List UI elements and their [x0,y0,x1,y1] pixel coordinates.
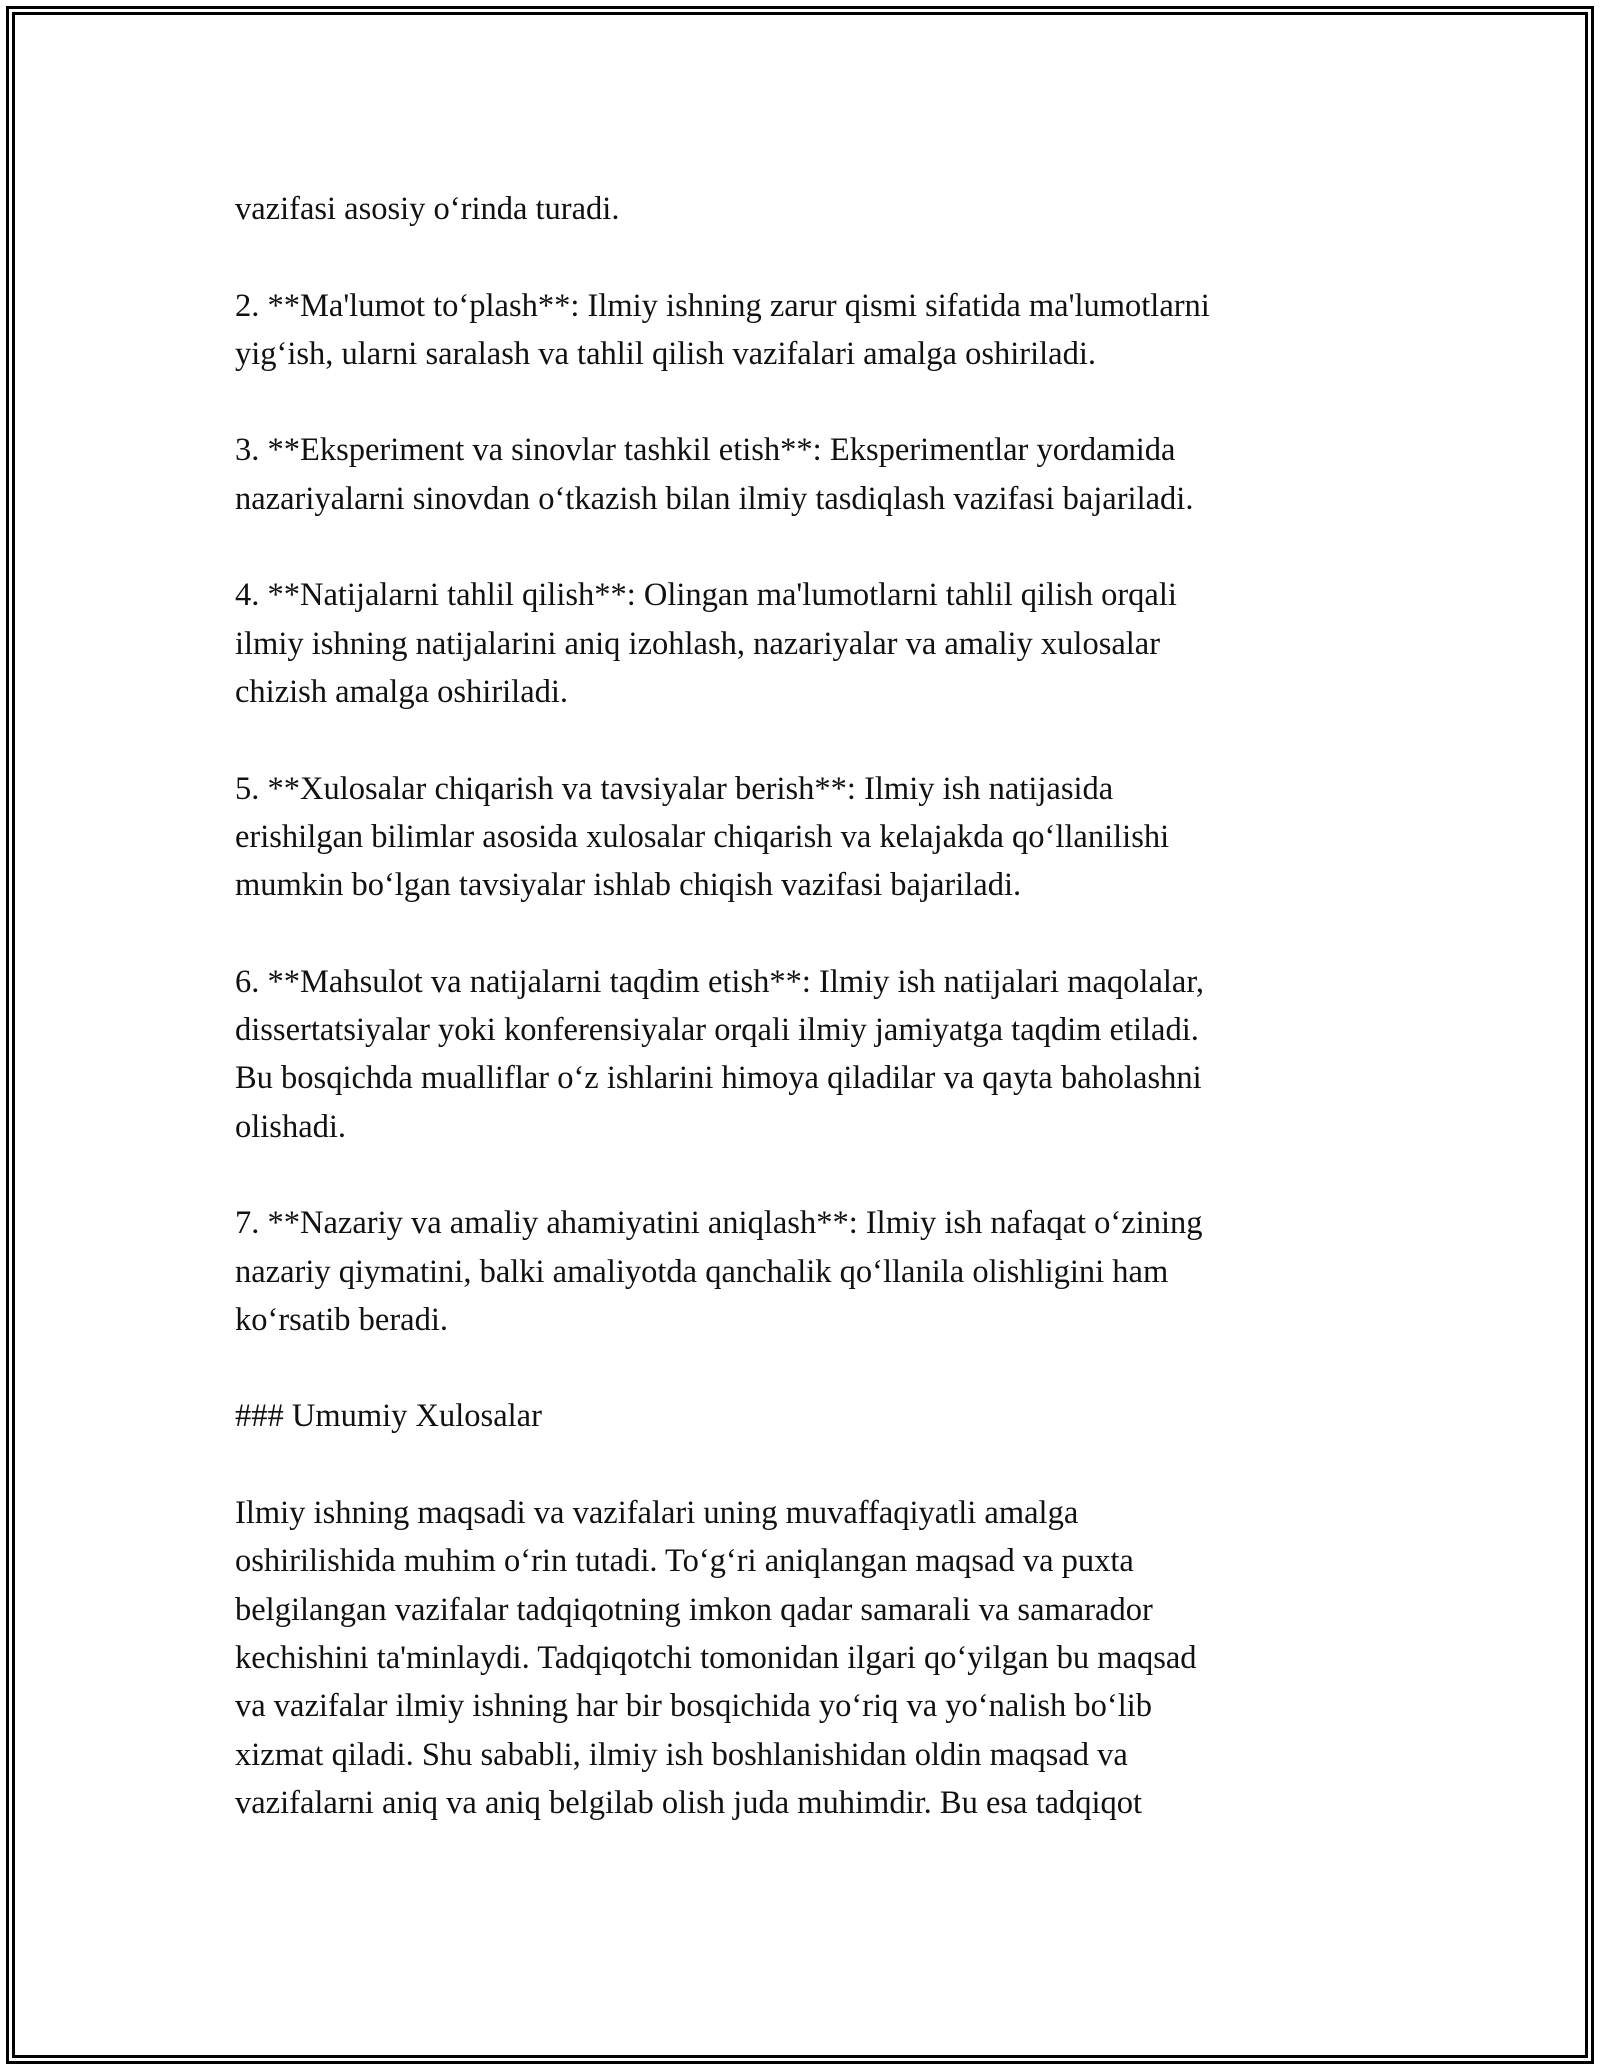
list-item-7: 7. **Nazariy va amaliy ahamiyatini aniqlash**: Ilmiy ish nafaqat o‘zining nazariy qiymatini, balki amaliyotda qanchalik qo‘llanila olishligini ham ko‘rsatib beradi. [235,1205,1203,1338]
list-item-6: 6. **Mahsulot va natijalarni taqdim etish**: Ilmiy ish natijalari maqolalar, dissertatsiyalar yoki konferensiyalar orqali ilmiy jamiyatga taqdim etiladi. Bu bosqichda mualliflar o‘z ishlarini himoya qiladilar va qayta baholashni olishadi. [235,963,1204,1145]
paragraph-continuation: vazifasi asosiy o‘rinda turadi. [235,191,620,227]
list-item-4: 4. **Natijalarni tahlil qilish**: Olingan ma'lumotlarni tahlil qilish orqali ilmiy ishning natijalarini aniq izohlash, nazariyalar va amaliy xulosalar chizish amalga oshiriladi. [235,577,1177,710]
list-item-2: 2. **Ma'lumot to‘plash**: Ilmiy ishning zarur qismi sifatida ma'lumotlarni yig‘ish, ularni saralash va tahlil qilish vazifalari amalga oshiriladi. [235,287,1210,372]
conclusion-paragraph: Ilmiy ishning maqsadi va vazifalari uning muvaffaqiyatli amalga oshirilishida muhim o‘rin tutadi. To‘g‘ri aniqlangan maqsad va puxta belgilangan vazifalar tadqiqotning imkon qadar samarali va samarador kechishini ta'minlaydi. Tadqiqotchi tomonidan ilgari qo‘yilgan bu maqsad va vazifalar ilmiy ishning har bir bosqichida yo‘riq va yo‘nalish bo‘lib xizmat qiladi. Shu sababli, ilmiy ish boshlanishidan oldin maqsad va vazifalarni aniq va aniq belgilab olish juda muhimdir. Bu esa tadqiqot [235,1495,1197,1821]
list-item-3: 3. **Eksperiment va sinovlar tashkil etish**: Eksperimentlar yordamida nazariyalarni sinovdan o‘tkazish bilan ilmiy tasdiqlash vazifasi bajariladi. [235,432,1194,517]
section-heading: ### Umumiy Xulosalar [235,1398,542,1435]
document-body [235,185,1355,1827]
list-item-5: 5. **Xulosalar chiqarish va tavsiyalar berish**: Ilmiy ish natijasida erishilgan bilimlar asosida xulosalar chiqarish va kelajakda qo‘llanilishi mumkin bo‘lgan tavsiyalar ishlab chiqish vazifasi bajariladi. [235,770,1170,904]
